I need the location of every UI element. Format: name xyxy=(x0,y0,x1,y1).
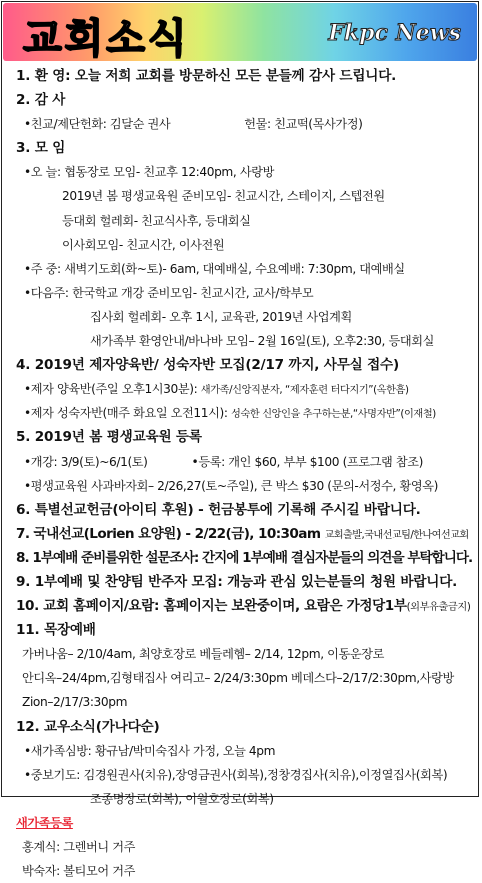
new-family-visit: •새가족심방: 황규남/박미숙집사 가정, 오늘 4pm xyxy=(24,743,276,758)
section-survey: 8. 1부예배 준비를위한 설문조사: 간지에 1부예배 결심자분들의 의견을 부탁합니다. xyxy=(16,549,473,566)
discipleship-class-label: •제자 양육반(주일 오후1시30분): xyxy=(24,382,201,397)
education-opening: •개강: 3/9(토)~6/1(토) xyxy=(24,454,148,469)
section-discipleship-heading: 4. 2019년 제자양육반/ 성숙자반 모집(2/17 까지, 사무실 접수) xyxy=(16,357,399,374)
thanks-offering: 헌물: 친교떡(목사가정) xyxy=(244,117,363,132)
section-cell-worship-heading: 11. 목장예배 xyxy=(16,622,96,639)
domestic-mission-main: 7. 국내선교(Lorien 요양원) - 2/22(금), 10:30am xyxy=(16,525,325,542)
maturity-class xyxy=(16,401,472,425)
cell-worship-line: 가버나움– 2/10/4am, 최양호장로 베들레헴– 2/14, 12pm, 이동운장로 xyxy=(22,647,385,662)
meeting-next-week: •다음주: 한국학교 개강 준비모임- 친교시간, 교사/학부모 xyxy=(24,285,314,300)
education-schedule xyxy=(16,450,472,474)
bulletin-content xyxy=(16,64,472,883)
section-meetings-heading: 3. 모 임 xyxy=(16,140,66,157)
homepage-note: (외부유출금지) xyxy=(406,602,471,614)
section-education-heading: 5. 2019년 봄 평생교육원 등록 xyxy=(16,429,202,446)
prayer-requests: •중보기도: 김경원권사(치유),장영금권사(회복),정창경집사(치유),이정열집사(회복) xyxy=(24,767,448,782)
thanks-line xyxy=(16,112,472,136)
section-homepage xyxy=(16,594,472,618)
section-special-offering: 6. 특별선교헌금(아이티 후원) - 헌금봉투에 기록해 주시길 바랍니다. xyxy=(16,501,421,518)
new-family-member: 박숙자: 볼티모어 거주 xyxy=(22,864,136,879)
meeting-weekday: •주 중: 새벽기도회(화~토)- 6am, 대예배실, 수요예배: 7:30pm, 대예배실 xyxy=(24,261,405,276)
meeting-line: 이사회모임- 친교시간, 이사전원 xyxy=(62,237,225,252)
meeting-line: 등대회 헐레회- 친교식사후, 등대회실 xyxy=(62,213,251,228)
section-domestic-mission xyxy=(16,522,472,546)
discipleship-class xyxy=(16,377,472,401)
education-registration: •등록: 개인 $60, 부부 $100 (프로그램 참조) xyxy=(191,454,424,469)
meeting-line: 집사회 헐레회- 오후 1시, 교육관, 2019년 사업계획 xyxy=(90,309,352,324)
meeting-line: 새가족부 환영안내/바나바 모임– 2월 16일(토), 오후2:30, 등대회실 xyxy=(90,334,434,349)
section-recruit: 9. 1부예배 및 찬양팀 반주자 모집: 개능과 관심 있는분들의 청원 바랍니다. xyxy=(16,573,458,590)
bulletin-title: 교회소식 xyxy=(23,16,190,62)
apple-bazaar: •평생교육원 사과바자회– 2/26,27(토~주일), 큰 박스 $30 (문의-서정수, 황영옥) xyxy=(24,478,438,493)
news-logo: Fkpc News xyxy=(328,20,461,46)
section-welcome: 1. 환 영: 오늘 저희 교회를 방문하신 모든 분들께 감사 드립니다. xyxy=(16,68,397,84)
thanks-fellowship: •친교/제단헌화: 김달순 권사 xyxy=(24,117,171,132)
domestic-mission-detail: 교회출발,국내선교팀/한나여선교회 xyxy=(324,529,469,541)
section-member-news-heading: 12. 교우소식(가나다순) xyxy=(16,718,160,735)
homepage-main: 10. 교회 홈페이지/요람: 홈페이지는 보완중이며, 요람은 가정당1부 xyxy=(16,598,407,615)
cell-worship-line: Zion–2/17/3:30pm xyxy=(22,695,128,710)
meeting-line: 2019년 봄 평생교육원 준비모임- 친교시간, 스테이지, 스텝전원 xyxy=(62,189,385,204)
section-thanks-heading: 2. 감 사 xyxy=(16,92,66,109)
discipleship-class-desc: 새가족/신앙직분자, “제자훈련 터다지기”(옥한흠) xyxy=(200,385,409,397)
new-family-member: 홍계식: 그렌버니 거주 xyxy=(22,840,136,854)
header-banner xyxy=(3,3,477,61)
maturity-class-label: •제자 성숙자반(매주 화요일 오전11시): xyxy=(24,406,232,421)
prayer-requests-cont: 조종명장로(회복), 이월호장로(회복) xyxy=(90,791,274,806)
maturity-class-desc: 성숙한 신앙인을 추구하는분,“사명자반”(이재철) xyxy=(231,409,436,421)
cell-worship-line: 안디옥–24/4pm,김형태집사 여리고– 2/24/3:30pm 베데스다–2/17/2:30pm,사랑방 xyxy=(22,671,454,686)
new-family-registration-heading: 새가족등록 xyxy=(16,815,73,830)
meeting-today: •오 늘: 협동장로 모임- 친교후 12:40pm, 사랑방 xyxy=(24,165,274,180)
